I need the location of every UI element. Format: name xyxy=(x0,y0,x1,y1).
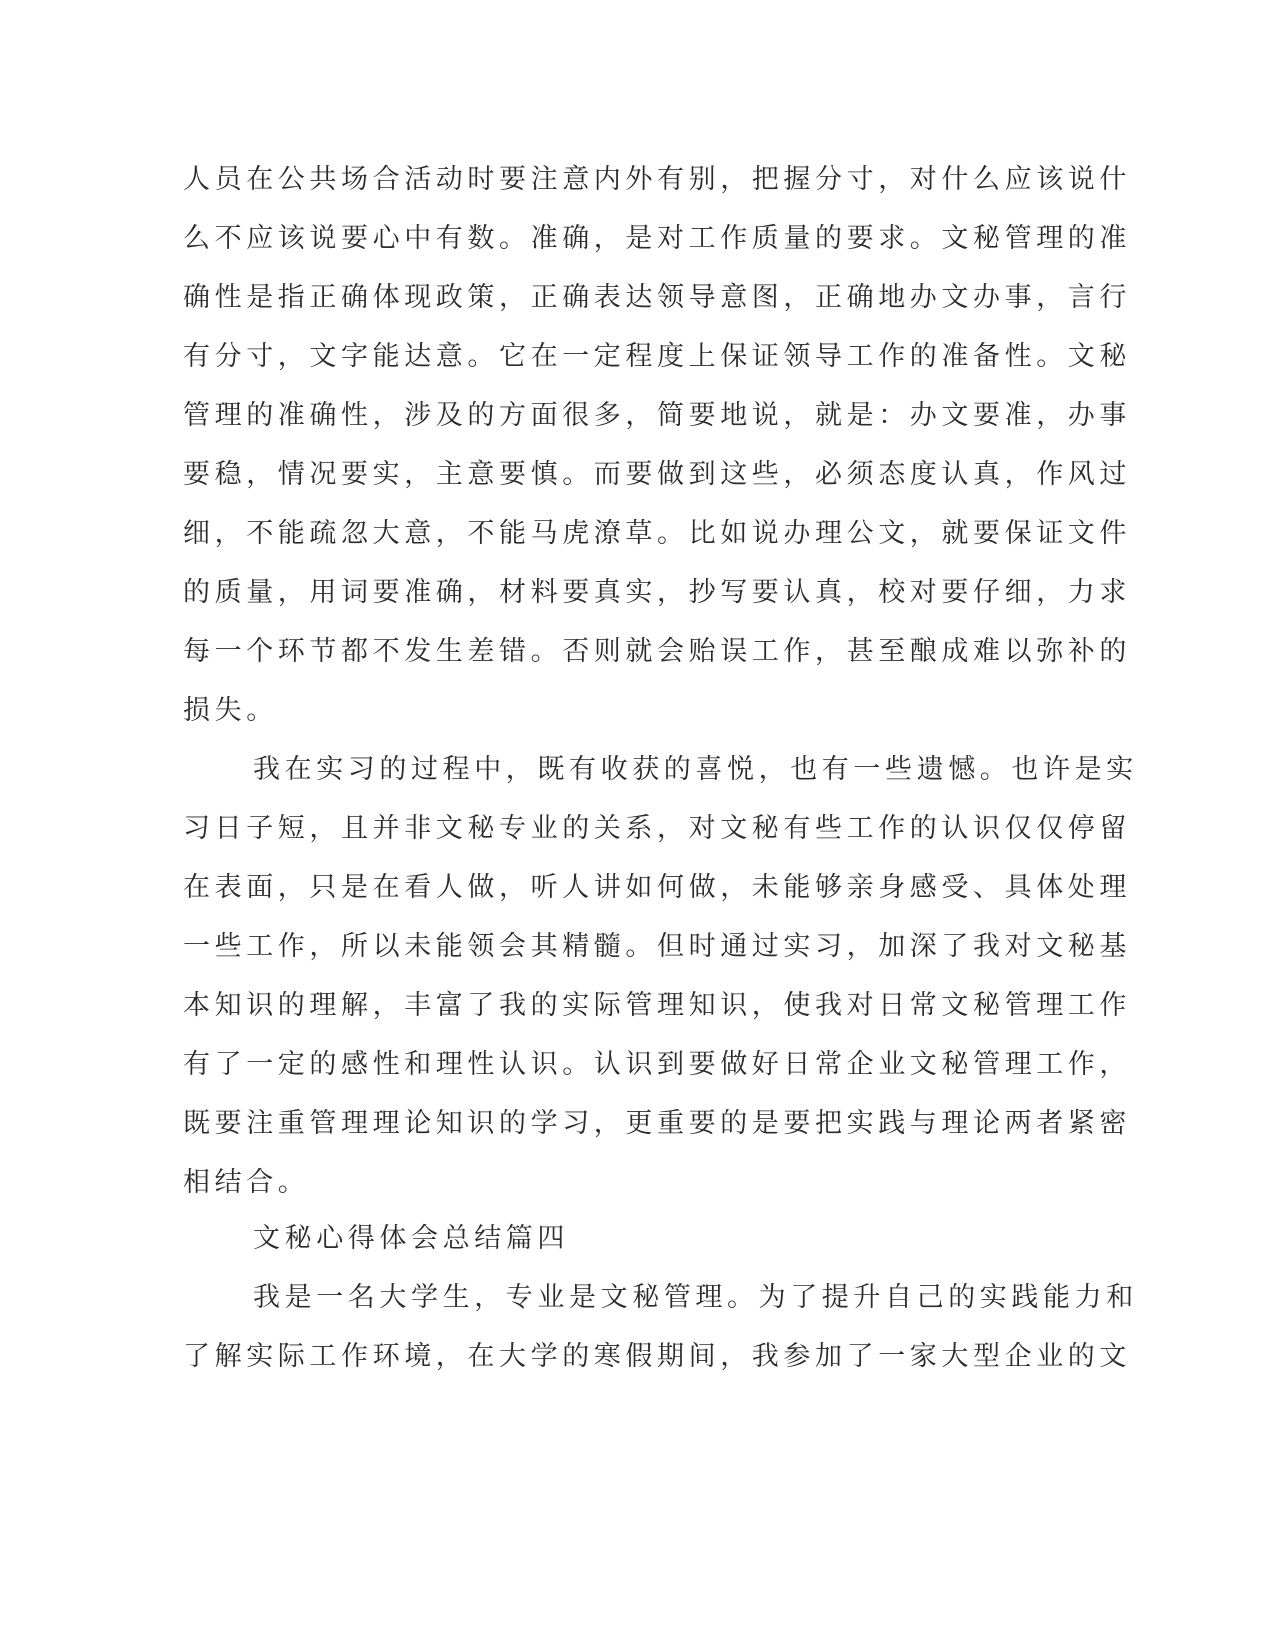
paragraph-2-line-5: 本知识的理解，丰富了我的实际管理知识，使我对日常文秘管理工作 xyxy=(183,990,1131,1021)
paragraph-3-line-1: 我是一名大学生，专业是文秘管理。为了提升自己的实践能力和 xyxy=(253,1282,1138,1313)
paragraph-1-line-10: 损失。 xyxy=(183,695,278,726)
paragraph-1-line-4: 有分寸，文字能达意。它在一定程度上保证领导工作的准备性。文秘 xyxy=(183,341,1131,372)
paragraph-2-line-7: 既要注重管理理论知识的学习，更重要的是要把实践与理论两者紧密 xyxy=(183,1108,1131,1139)
paragraph-1-line-5: 管理的准确性，涉及的方面很多，简要地说，就是：办文要准，办事 xyxy=(183,400,1131,431)
paragraph-2-line-3: 在表面，只是在看人做，听人讲如何做，未能够亲身感受、具体处理 xyxy=(183,872,1131,903)
paragraph-1-line-9: 每一个环节都不发生差错。否则就会贻误工作，甚至酿成难以弥补的 xyxy=(183,636,1131,667)
paragraph-1-line-6: 要稳，情况要实，主意要慎。而要做到这些，必须态度认真，作风过 xyxy=(183,459,1131,490)
paragraph-2-line-4: 一些工作，所以未能领会其精髓。但时通过实习，加深了我对文秘基 xyxy=(183,931,1131,962)
paragraph-3-line-2: 了解实际工作环境，在大学的寒假期间，我参加了一家大型企业的文 xyxy=(183,1341,1131,1372)
paragraph-1-line-8: 的质量，用词要准确，材料要真实，抄写要认真，校对要仔细，力求 xyxy=(183,577,1131,608)
paragraph-2-line-1: 我在实习的过程中，既有收获的喜悦，也有一些遗憾。也许是实 xyxy=(253,754,1138,785)
paragraph-2-line-6: 有了一定的感性和理性认识。认识到要做好日常企业文秘管理工作， xyxy=(183,1049,1131,1080)
paragraph-2-line-8: 相结合。 xyxy=(183,1167,310,1198)
paragraph-1-line-1: 人员在公共场合活动时要注意内外有别，把握分寸，对什么应该说什 xyxy=(183,164,1131,195)
paragraph-2-line-2: 习日子短，且并非文秘专业的关系，对文秘有些工作的认识仅仅停留 xyxy=(183,813,1131,844)
paragraph-1-line-2: 么不应该说要心中有数。准确，是对工作质量的要求。文秘管理的准 xyxy=(183,223,1131,254)
paragraph-1-line-7: 细，不能疏忽大意，不能马虎潦草。比如说办理公文，就要保证文件 xyxy=(183,518,1131,549)
section-heading: 文秘心得体会总结篇四 xyxy=(253,1223,569,1254)
paragraph-1-line-3: 确性是指正确体现政策，正确表达领导意图，正确地办文办事，言行 xyxy=(183,282,1131,313)
